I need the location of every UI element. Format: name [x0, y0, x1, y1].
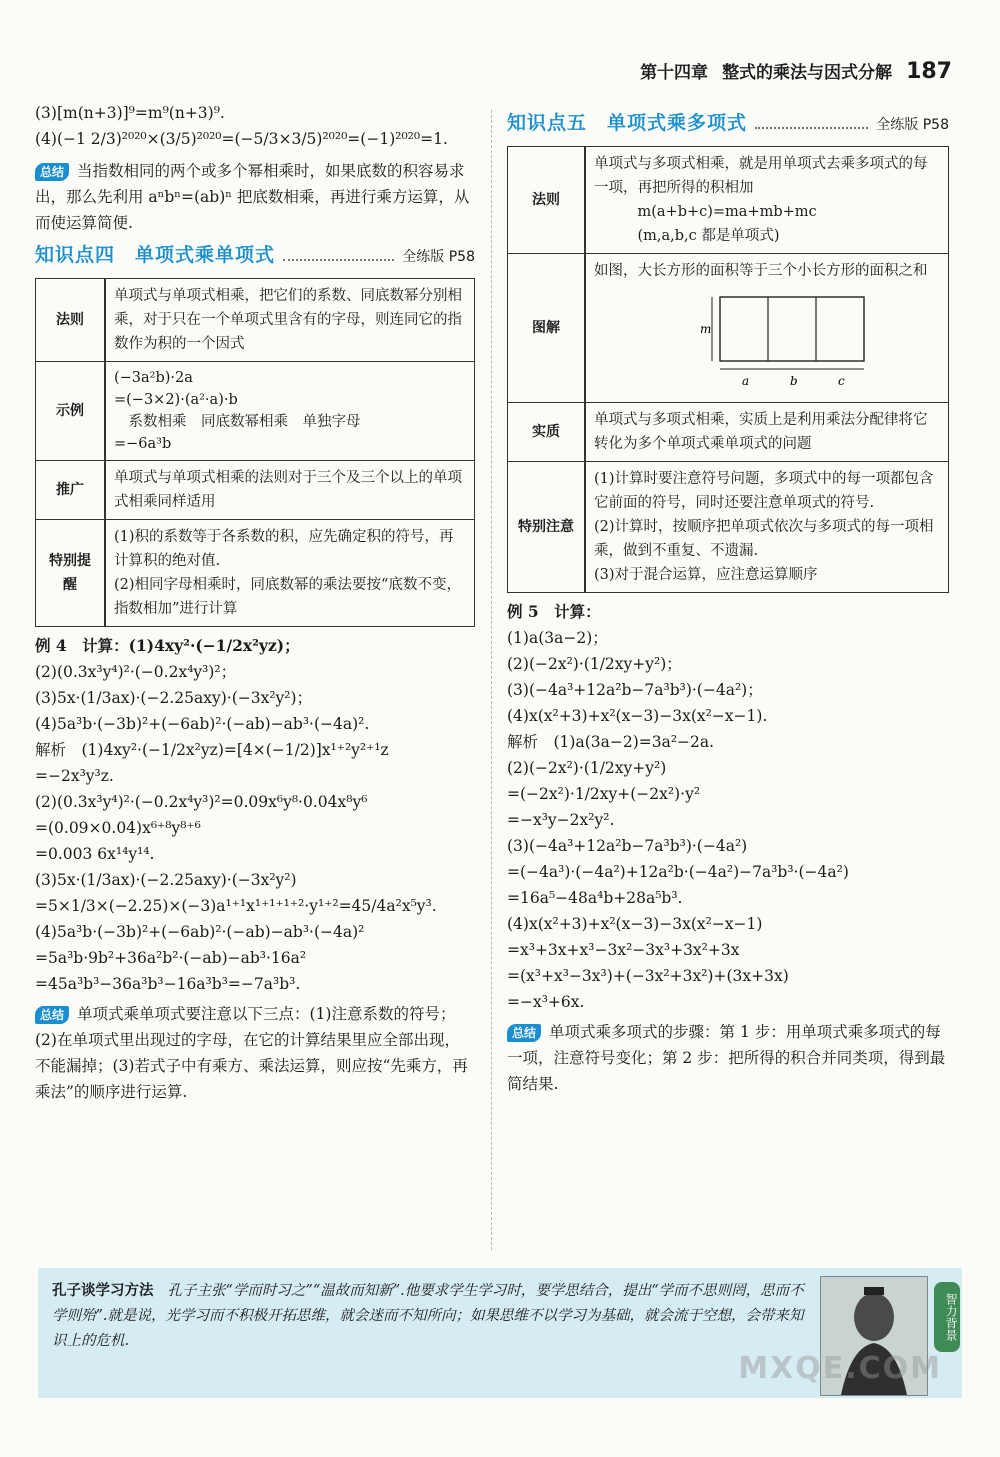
big-rectangle [720, 297, 864, 361]
summary-badge: 总结 [507, 1024, 541, 1042]
solution-line: =5a³b·9b²+36a²b²·(−ab)−ab³·16a² [35, 949, 307, 967]
study-method-box [38, 1268, 962, 1398]
example-line: (4)x(x²+3)+x²(x−3)−3x(x²−x−1). [507, 707, 768, 725]
watermark: MXQE.COM [738, 1351, 942, 1386]
formula-line: (3)[m(n+3)]⁹=m⁹(n+3)⁹. [35, 104, 225, 122]
example-line: (2)(0.3x³y⁴)²·(−0.2x⁴y³)²； [35, 663, 237, 681]
table-row [36, 461, 475, 520]
example-line: (4)5a³b·(−3b)²+(−6ab)²·(−ab)−ab³·(−4a)². [35, 715, 370, 733]
solution-line: =5×1/3×(−2.25)×(−3)a¹⁺¹x¹⁺¹⁺¹⁺²·y¹⁺²=45/4a²x⁵y³. [35, 897, 437, 915]
knowledge-point-5-header [507, 110, 949, 138]
example-line: 例 4 计算：(1)4xy²·(−1/2x²yz)； [35, 636, 300, 655]
study-method-text-block [52, 1278, 812, 1354]
table-row [508, 403, 949, 462]
example-line: (3)5x·(1/3ax)·(−2.25axy)·(−3x²y²)； [35, 689, 313, 707]
solution-line: =(−4a³)·(−4a²)+12a²b·(−4a²)−7a³b³·(−4a²) [507, 863, 849, 881]
dotted-leader [755, 119, 868, 129]
example-line: 例 5 计算： [507, 602, 601, 621]
formula-line: (4)(−1 2/3)²⁰²⁰×(3/5)²⁰²⁰=(−5/3×3/5)²⁰²⁰=(−1)²⁰²⁰=1. [35, 130, 448, 148]
study-method-text: 孔子主张“学而时习之”“温故而知新”.他要求学生学习时，要学思结合，提出“学而不思则罔，思而不学则殆”.就是说，光学习而不积极开拓思维，就会迷而不知所向；如果思维不以学习为基础，就会流于空想，会带来知识上的危机. [52, 1283, 804, 1349]
row-header: 法则 [36, 279, 106, 362]
solution-line: =−2x³y³z. [35, 767, 114, 785]
summary-block [35, 1001, 475, 1105]
solution-line: =(x³+x³−3x³)+(−3x²+3x²)+(3x+3x) [507, 967, 789, 985]
row-content: 单项式与单项式相乘，把它们的系数、同底数幂分别相乘，对于只在一个单项式里含有的字母，则连同它的指数作为积的一个因式 [105, 279, 475, 362]
solution-line: (2)(0.3x³y⁴)²·(−0.2x⁴y³)²=0.09x⁶y⁸·0.04x⁸y⁶ [35, 793, 368, 811]
knowledge-point-title: 知识点四 单项式乘单项式 [35, 244, 276, 266]
page-header [640, 58, 952, 84]
row-content: 单项式与单项式相乘的法则对于三个及三个以上的单项式相乘同样适用 [105, 461, 475, 520]
hat-shape [864, 1287, 884, 1295]
row-header: 实质 [508, 403, 586, 462]
label-b: b [790, 374, 798, 388]
solution-line: =x³+3x+x³−3x²−3x³+3x²+3x [507, 941, 740, 959]
table-row [36, 520, 475, 627]
example-line: (1)a(3a−2)； [507, 629, 608, 647]
reference-label: 全练版 P58 [402, 249, 475, 265]
table-row [36, 362, 475, 461]
study-method-title: 孔子谈学习方法 [52, 1282, 154, 1299]
row-header: 图解 [508, 254, 586, 403]
solution-line: (4)5a³b·(−3b)²+(−6ab)²·(−ab)−ab³·(−4a)² [35, 923, 365, 941]
chapter-label: 第十四章 [640, 63, 709, 83]
left-column [35, 100, 475, 1105]
solution-line: =(−2x²)·1/2xy+(−2x²)·y² [507, 785, 701, 803]
solution-line: =45a³b³−36a³b³−16a³b³=−7a³b³. [35, 975, 301, 993]
example-line: (3)(−4a³+12a²b−7a³b³)·(−4a²)； [507, 681, 763, 699]
solution-line: (2)(−2x²)·(1/2xy+y²) [507, 759, 667, 777]
table-row [508, 462, 949, 593]
knowledge-point-4-header [35, 242, 475, 270]
example-4 [35, 633, 475, 997]
solution-line: (3)5x·(1/3ax)·(−2.25axy)·(−3x²y²) [35, 871, 297, 889]
row-content: 单项式与多项式相乘，实质上是利用乘法分配律将它转化为多个单项式乘单项式的问题 [585, 403, 949, 462]
dotted-leader [283, 251, 394, 261]
solution-line: =0.003 6x¹⁴y¹⁴. [35, 845, 155, 863]
summary-badge: 总结 [35, 1006, 69, 1024]
reference-label: 全练版 P58 [876, 117, 949, 133]
summary-block [507, 1019, 949, 1097]
solution-line: (3)(−4a³+12a²b−7a³b³)·(−4a²) [507, 837, 748, 855]
solution-line: (4)x(x²+3)+x²(x−3)−3x(x²−x−1) [507, 915, 763, 933]
summary-block [35, 158, 475, 236]
row-content: 单项式与多项式相乘，就是用单项式去乘多项式的每一项，再把所得的积相加 m(a+b+c)=ma+mb+mc (m,a,b,c 都是单项式) [585, 147, 949, 254]
row-content: (−3a²b)·2a =(−3×2)·(a²·a)·b 系数相乘 同底数幂相乘 单独字母 =−6a³b [105, 362, 475, 461]
summary-text: 当指数相同的两个或多个幂相乘时，如果底数的积容易求出，那么先利用 aⁿbⁿ=(ab)ⁿ 把底数相乘，再进行乘方运算，从而使运算简便. [35, 162, 470, 232]
right-column [507, 100, 949, 1097]
page-number: 187 [906, 59, 952, 84]
row-header: 推广 [36, 461, 106, 520]
knowledge-point-title: 知识点五 单项式乘多项式 [507, 112, 748, 134]
knowledge-table-5 [507, 146, 949, 593]
row-header: 法则 [508, 147, 586, 254]
table-row [508, 147, 949, 254]
row-header: 特别注意 [508, 462, 586, 593]
table-row [36, 279, 475, 362]
solution-line: 解析 (1)a(3a−2)=3a²−2a. [507, 733, 715, 751]
label-m: m [700, 322, 712, 336]
row-content: (1)计算时要注意符号问题，多项式中的每一项都包含它前面的符号，同时还要注意单项式的符号. (2)计算时，按顺序把单项式依次与多项式的每一项相乘，做到不重复、不遗漏. (3)对于混合运算，应注意运算顺序 [585, 462, 949, 593]
row-content: (1)积的系数等于各系数的积，应先确定积的符号，再计算积的绝对值. (2)相同字母相乘时，同底数幂的乘法要按“底数不变，指数相加”进行计算 [105, 520, 475, 627]
summary-text: 单项式乘多项式的步骤：第 1 步：用单项式乘多项式的每一项，注意符号变化；第 2 步：把所得的积合并同类项，得到最简结果. [507, 1023, 946, 1093]
summary-text: 单项式乘单项式要注意以下三点：(1)注意系数的符号；(2)在单项式里出现过的字母，在它的计算结果里应全部出现，不能漏掉；(3)若式子中有乘方、乘法运算，则应按“先乘方，再乘法”的顺序进行运算. [35, 1005, 468, 1101]
row-header: 特别提醒 [36, 520, 106, 627]
head-shape [854, 1293, 894, 1341]
solution-line: =16a⁵−48a⁴b+28a⁵b³. [507, 889, 683, 907]
label-c: c [838, 374, 845, 388]
row-header: 示例 [36, 362, 106, 461]
label-a: a [742, 374, 750, 388]
solution-line: =−x³y−2x²y². [507, 811, 615, 829]
background-tag: 智力背景 [934, 1282, 960, 1352]
column-divider [491, 110, 492, 1250]
example-line: (2)(−2x²)·(1/2xy+y²)； [507, 655, 682, 673]
knowledge-table-4 [35, 278, 475, 627]
chapter-title: 整式的乘法与因式分解 [722, 63, 893, 83]
diagram-caption: 如图，大长方形的面积等于三个小长方形的面积之和 [594, 263, 928, 279]
solution-line: =−x³+6x. [507, 993, 585, 1011]
row-content-diagram [585, 254, 949, 403]
summary-badge: 总结 [35, 163, 69, 181]
table-row [508, 254, 949, 403]
example-5 [507, 599, 949, 1015]
solution-line: 解析 (1)4xy²·(−1/2x²yz)=[4×(−1/2)]x¹⁺²y²⁺¹z [35, 741, 389, 759]
rectangle-diagram [690, 287, 890, 397]
solution-line: =(0.09×0.04)x⁶⁺⁸y⁸⁺⁶ [35, 819, 201, 837]
